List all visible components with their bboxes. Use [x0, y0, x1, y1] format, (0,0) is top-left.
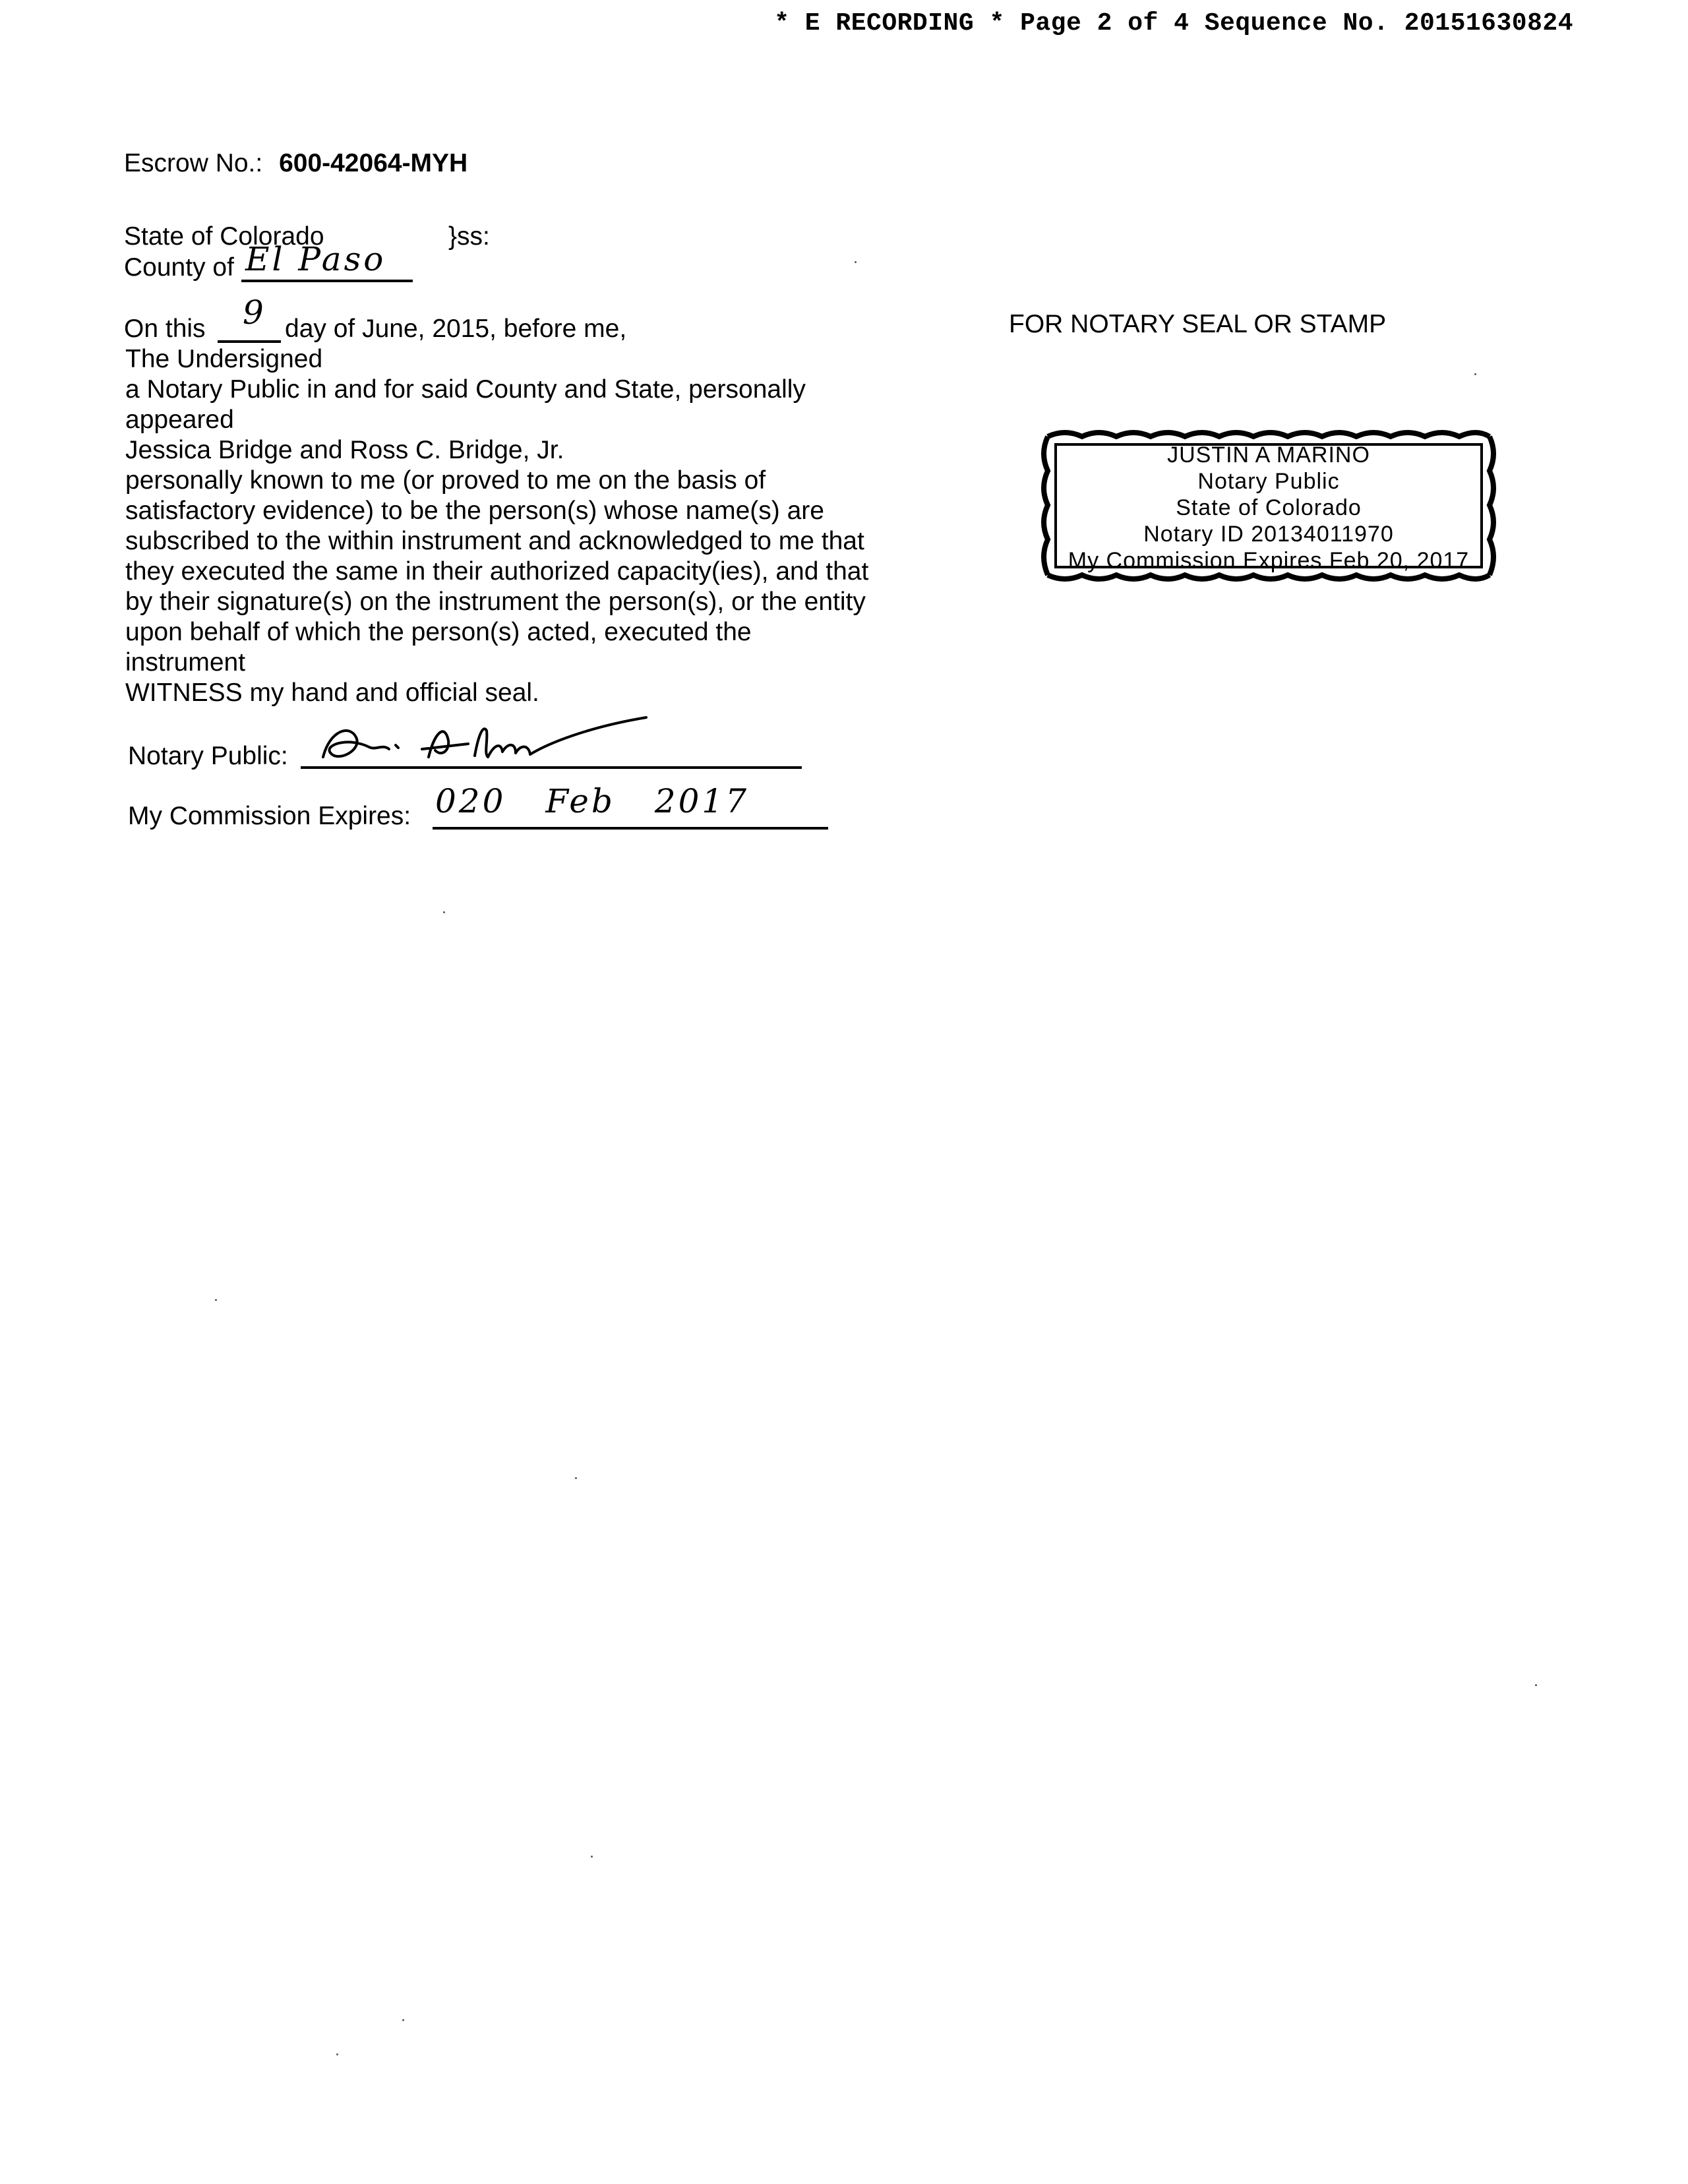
stamp-state: State of Colorado	[1176, 495, 1362, 520]
scan-speck	[443, 911, 445, 913]
scan-speck	[1535, 1684, 1537, 1686]
commission-expires-handwritten: 020 Feb 2017	[435, 782, 750, 820]
ack-line-4: they executed the same in their authorized capacity(ies), and that	[125, 557, 869, 586]
notary-signature	[310, 711, 666, 772]
stamp-commission-expires: My Commission Expires Feb 20, 2017	[1068, 548, 1470, 573]
county-label: County of	[124, 253, 234, 282]
notary-seal-heading: FOR NOTARY SEAL OR STAMP	[1009, 310, 1387, 338]
ack-line-3: subscribed to the within instrument and acknowledged to me that	[125, 527, 864, 555]
escrow-line	[124, 148, 467, 179]
ack-line-7: instrument	[125, 648, 246, 677]
notary-stamp-text	[1039, 442, 1499, 574]
county-handwritten: El Paso	[245, 240, 386, 278]
day-underline	[218, 340, 281, 343]
day-handwritten: 9	[243, 293, 266, 332]
ack-line-notary-public: a Notary Public in and for said County and State, personally	[125, 375, 806, 404]
ack-line-5: by their signature(s) on the instrument the person(s), or the entity	[125, 588, 866, 616]
ss-mark: }ss:	[448, 222, 490, 251]
ack-line-6: upon behalf of which the person(s) acted, executed the	[125, 618, 752, 646]
ack-line-2: satisfactory evidence) to be the person(s) whose name(s) are	[125, 497, 824, 525]
scan-speck	[575, 1477, 577, 1479]
notary-signature-line	[301, 766, 802, 769]
escrow-label: Escrow No.:	[124, 149, 263, 177]
scan-speck	[591, 1856, 593, 1858]
notary-stamp	[1039, 427, 1499, 584]
ack-line-names: Jessica Bridge and Ross C. Bridge, Jr.	[125, 436, 564, 464]
state-line: State of Colorado	[124, 222, 324, 251]
recording-header: * E RECORDING * Page 2 of 4 Sequence No. 20151630824	[774, 9, 1573, 38]
witness-line: WITNESS my hand and official seal.	[125, 679, 539, 707]
scan-speck	[402, 2019, 404, 2021]
escrow-number: 600-42064-MYH	[279, 149, 468, 177]
stamp-notary-name: JUSTIN A MARINO	[1167, 442, 1370, 468]
scan-speck	[1474, 373, 1476, 375]
date-rest: day of June, 2015, before me,	[285, 315, 627, 343]
stamp-notary-id: Notary ID 20134011970	[1143, 522, 1394, 547]
scan-speck	[215, 1299, 217, 1301]
ack-line-appeared: appeared	[125, 406, 234, 434]
commission-expires-underline	[433, 827, 828, 830]
on-this-label: On this	[124, 315, 206, 343]
scan-speck	[855, 261, 857, 263]
scan-speck	[336, 2053, 338, 2055]
ack-line-1: personally known to me (or proved to me on the basis of	[125, 466, 766, 495]
commission-expires-label: My Commission Expires:	[128, 802, 411, 830]
county-underline	[241, 280, 413, 282]
notary-public-label: Notary Public:	[128, 742, 288, 770]
stamp-title: Notary Public	[1197, 469, 1340, 494]
ack-line-undersigned: The Undersigned	[125, 345, 323, 373]
